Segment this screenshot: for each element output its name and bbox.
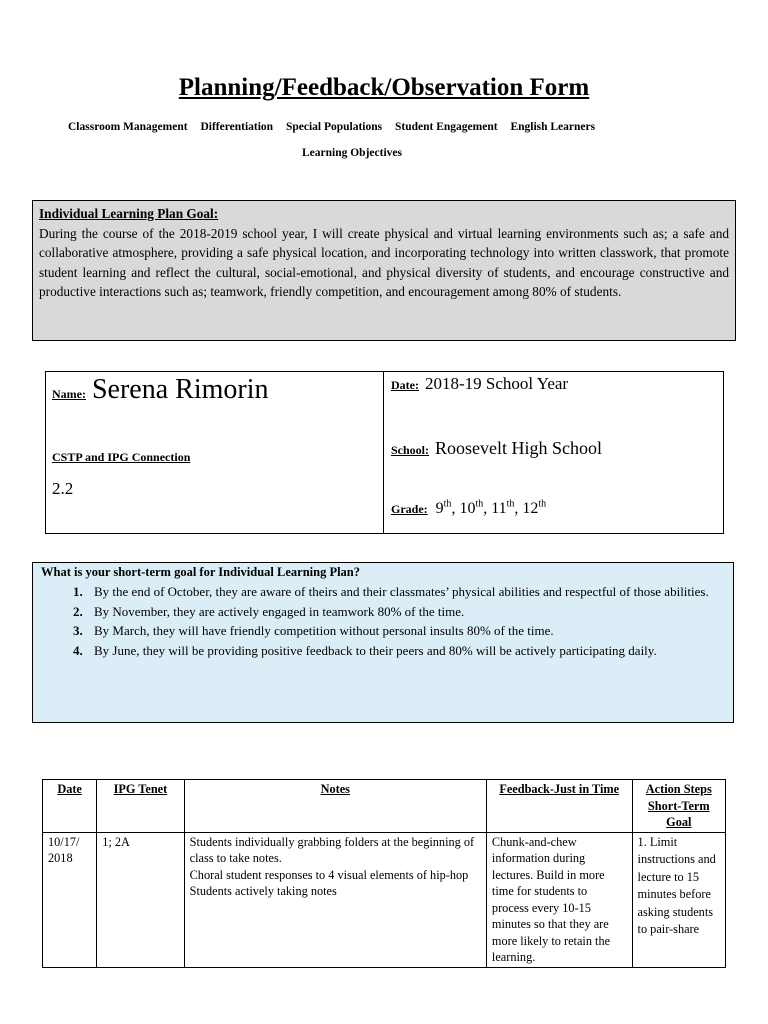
header-date: Date [43, 780, 97, 833]
short-term-goal-list [41, 582, 725, 660]
header-action-steps: Action Steps Short-Term Goal [632, 780, 725, 833]
grade-12-suffix: th [538, 498, 547, 510]
focus-area-special-populations: Special Populations [285, 121, 383, 133]
grade-10: 10 [459, 500, 476, 517]
name-label: Name: [52, 387, 86, 401]
teacher-name: Serena Rimorin [91, 374, 269, 405]
header-feedback: Feedback-Just in Time [486, 780, 632, 833]
cstp-label: CSTP and IPG Connection [52, 450, 191, 464]
ilp-goal-heading: Individual Learning Plan Goal: [39, 206, 219, 221]
observation-log-table [42, 779, 726, 968]
header-notes: Notes [184, 780, 486, 833]
ilp-goal-text: During the course of the 2018-2019 school year, I will create physical and virtual learning environments such as; a safe and collaborative atmosphere, providing a safe physical location, and incorporating technology into written classwork, that promote student learning and reflect the cultural, social-emotional, and physical diversity of students, and encourage constructive and productive interactions such as; teamwork, friendly competition, and encouragement among 80% of students. [39, 225, 729, 299]
focus-area-english-learners: English Learners [510, 121, 596, 133]
cell-notes: Students individually grabbing folders at the beginning of class to take notes. Choral student responses to 4 visual elements of hip-hop Students actively taking notes [184, 832, 486, 967]
header-ipg-tenet: IPG Tenet [97, 780, 184, 833]
cell-date: 10/17/ 2018 [43, 832, 97, 967]
focus-area-differentiation: Differentiation [200, 121, 274, 133]
focus-area-learning-objectives: Learning Objectives [302, 147, 402, 159]
school-value: Roosevelt High School [435, 438, 603, 458]
grade-10-suffix: th [475, 498, 484, 510]
cell-feedback: Chunk-and-chew information during lectures. Build in more time for students to process every 10-15 minutes so that they are more likely to retain the learning. [486, 832, 632, 967]
focus-area-classroom-management: Classroom Management [68, 121, 188, 133]
focus-areas [68, 121, 605, 133]
date-label: Date: [391, 378, 419, 392]
short-term-goal-question: What is your short-term goal for Individual Learning Plan? [41, 565, 361, 579]
short-term-goal-item: 1. By the end of October, they are aware of theirs and their classmates’ physical abilities and respectful of those abilities. [86, 582, 725, 602]
ilp-goal-box [32, 200, 736, 341]
grade-separator: , [514, 500, 523, 517]
cstp-value: 2.2 [52, 479, 74, 498]
school-row [391, 438, 602, 459]
short-term-goal-box [32, 562, 734, 723]
grade-9-suffix: th [443, 498, 452, 510]
short-term-goal-item: 3. By March, they will have friendly competition without personal insults 80% of the time. [86, 621, 725, 641]
cell-ipg-tenet: 1; 2A [97, 832, 184, 967]
grade-11: 11 [491, 500, 507, 517]
table-header-row [43, 780, 726, 833]
cell-action-steps: 1. Limit instructions and lecture to 15 minutes before asking students to pair-share [632, 832, 725, 967]
grade-separator: , [451, 500, 460, 517]
grade-label: Grade: [391, 502, 428, 516]
school-label: School: [391, 443, 430, 457]
grade-separator: , [483, 500, 492, 517]
focus-area-student-engagement: Student Engagement [395, 121, 498, 133]
table-row [43, 832, 726, 967]
short-term-goal-item: 2. By November, they are actively engaged in teamwork 80% of the time. [86, 602, 725, 622]
grade-row [391, 500, 546, 518]
grade-values [436, 500, 547, 517]
name-row [52, 374, 269, 406]
grade-9: 9 [435, 500, 444, 517]
form-title: Planning/Feedback/Observation Form [178, 74, 590, 101]
short-term-goal-item: 4. By June, they will be providing positive feedback to their peers and 80% will be actively participating daily. [86, 641, 725, 661]
grade-11-suffix: th [506, 498, 515, 510]
date-row [391, 374, 568, 394]
grade-12: 12 [522, 500, 539, 517]
teacher-info-box [45, 371, 724, 534]
info-divider [383, 372, 384, 533]
date-value: 2018-19 School Year [424, 374, 569, 393]
